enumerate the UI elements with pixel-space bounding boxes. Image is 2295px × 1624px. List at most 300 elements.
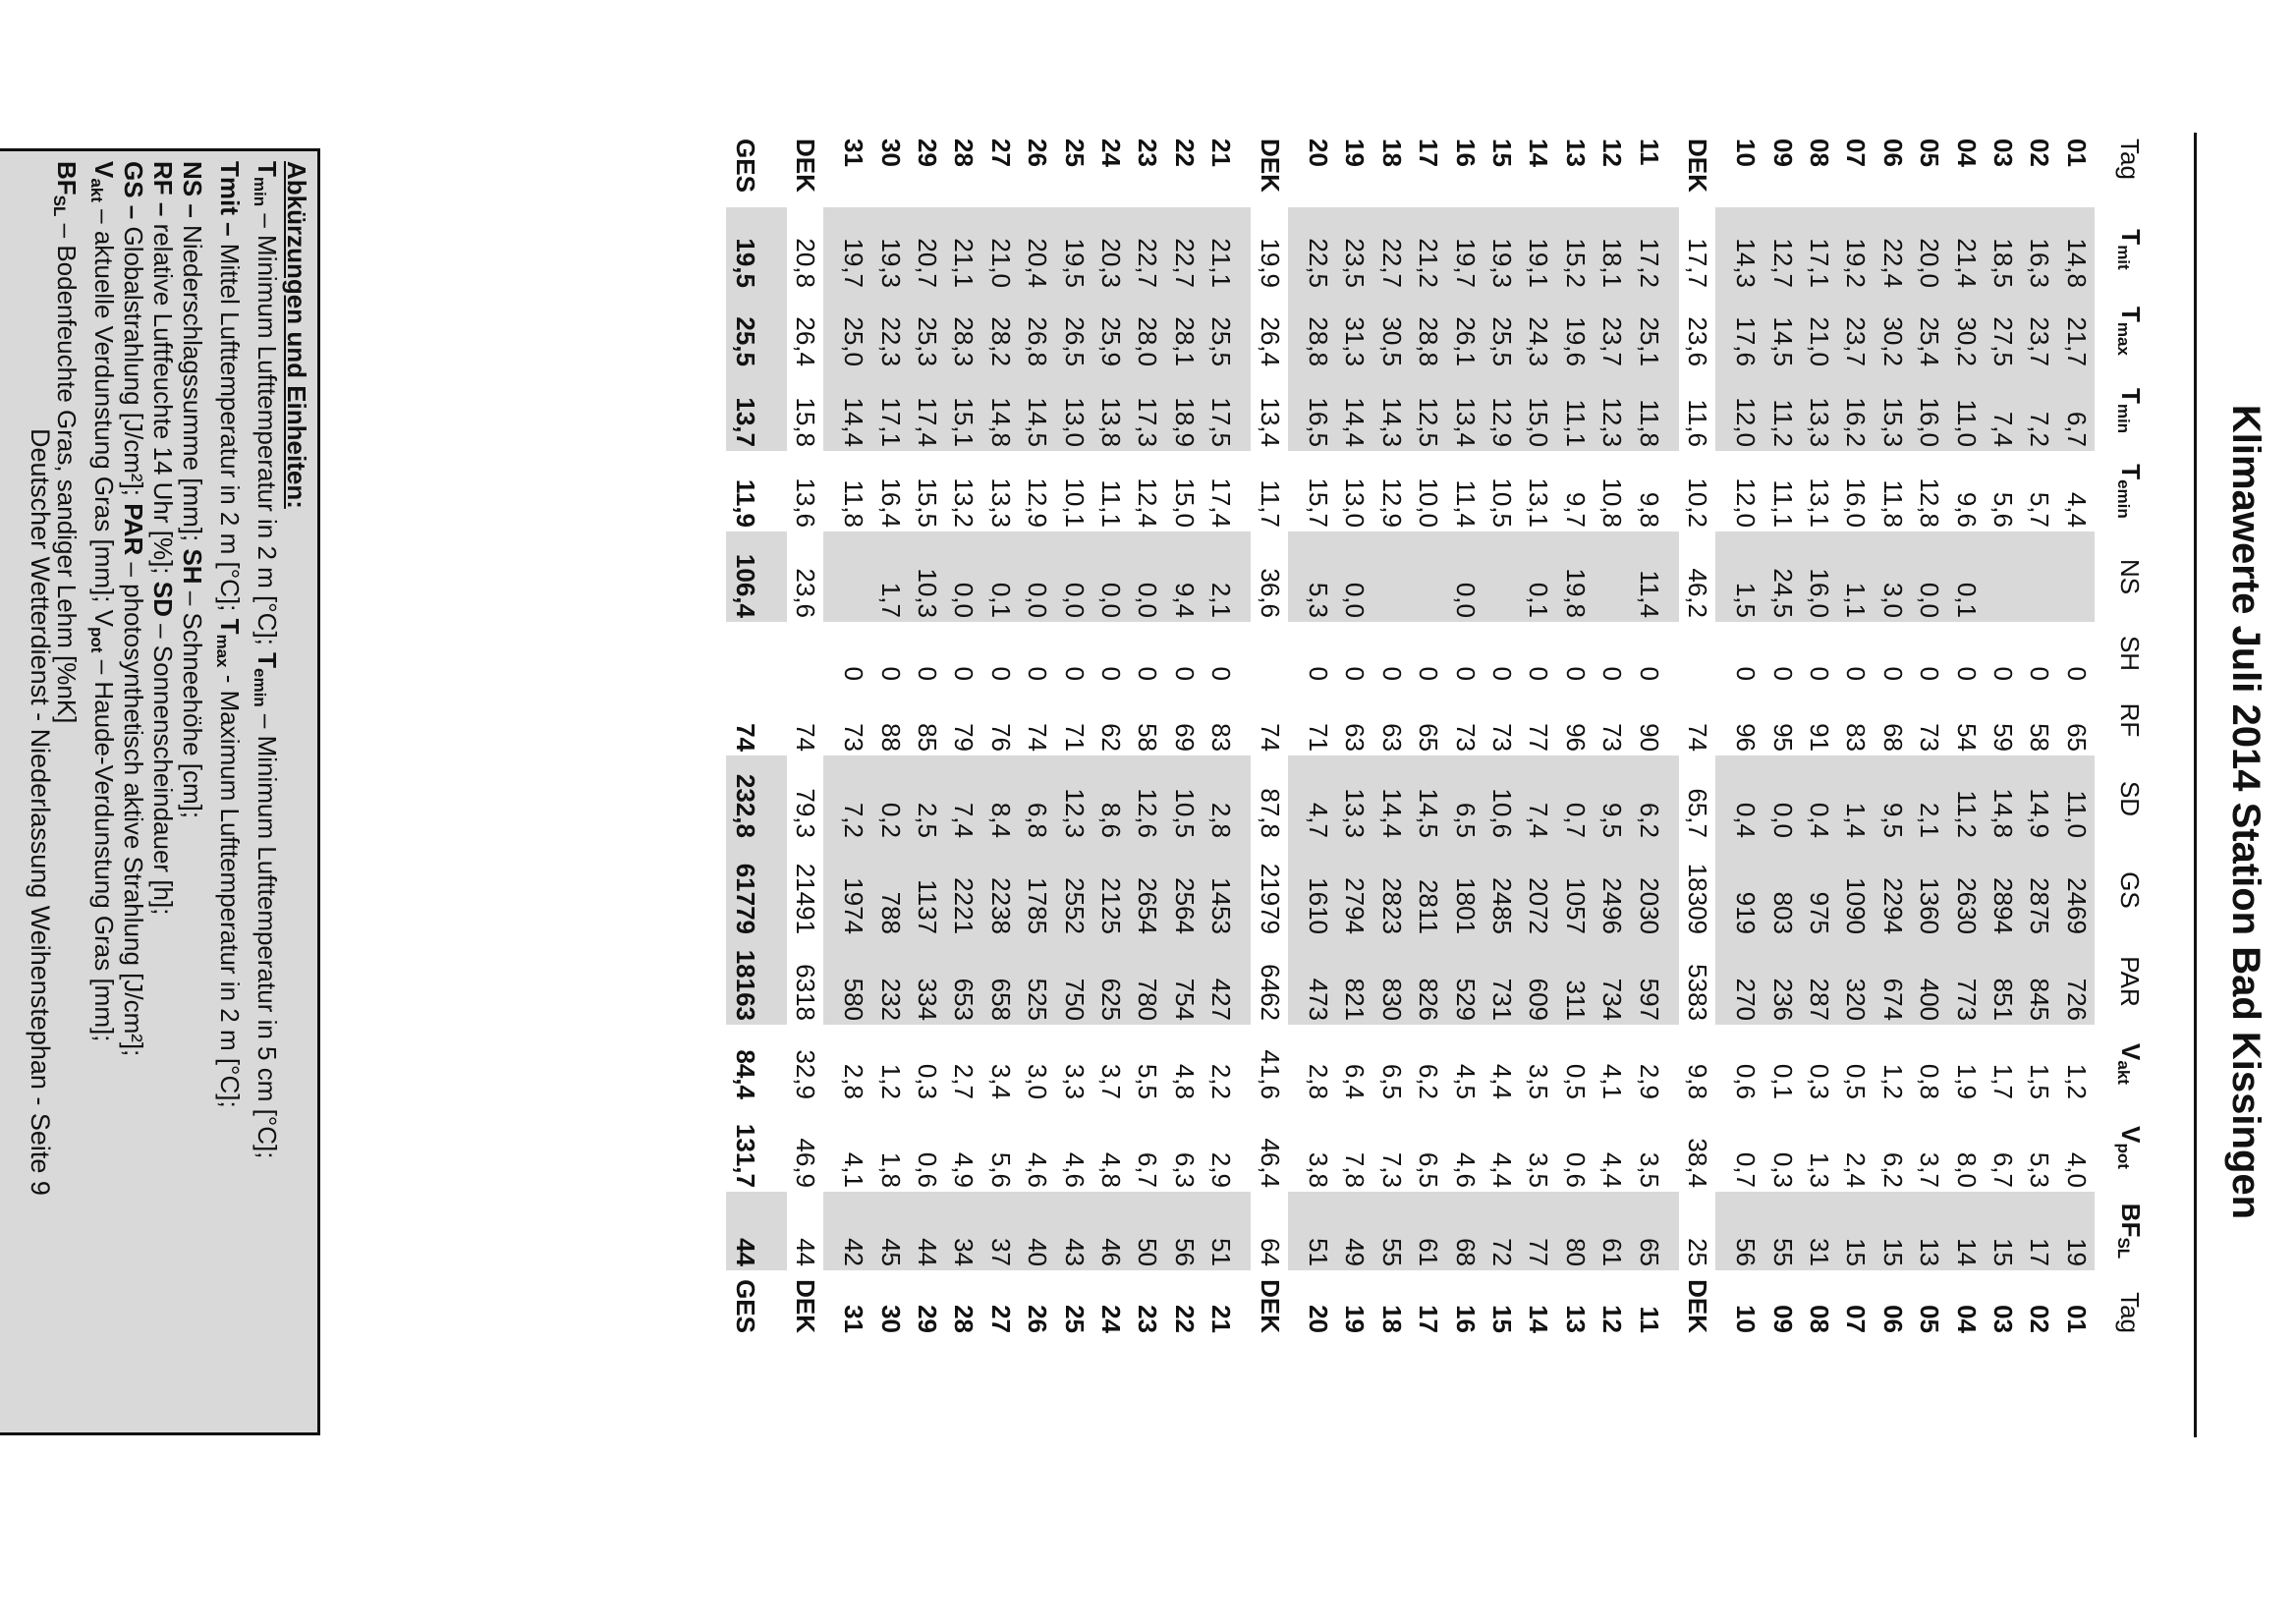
day-label: 26 [1023,139,1053,167]
table-cell: 0,5 [1841,1063,1872,1099]
table-cell: 1,5 [1727,532,1763,622]
spacer-cell [775,1103,787,1192]
table-cell: 4,4 [1597,1151,1628,1188]
day-label: 08 [1805,1305,1835,1333]
table-cell: 16,0 [1841,477,1872,528]
table-cell: 11,1 [1767,479,1798,528]
table-cell: 7,3 [1376,1151,1407,1188]
day-label: DEK [1255,139,1285,193]
spacer-cell [1715,756,1727,842]
table-cell: 74 [1682,723,1712,752]
legend-line-1: $T_{min}$ – Minimum Lufttemperatur in 2 m [°C]; $T_{emin}$ – Minimum Lufttemperatur in 5 cm [°C]; [251,161,282,1159]
table-row [945,133,981,1339]
table-cell: 821 [1336,938,1372,1025]
spacer-cell [763,685,775,756]
table-cell: 0 [1597,666,1628,681]
table-cell: 0 [1524,666,1554,681]
col-vakt: $V_{akt}$ [2114,1043,2147,1085]
day-label: 25 [1059,139,1090,167]
table-row [1985,133,2021,1339]
spacer-cell [823,532,835,622]
table-cell: 21,1 [945,207,981,292]
table-cell: 21,0 [1801,292,1837,370]
day-label: 08 [1805,139,1835,167]
spacer-cell [763,1025,775,1103]
table-cell: 609 [1520,938,1556,1025]
table-cell: 69 [1169,723,1200,752]
table-cell: 1,9 [1951,1063,1982,1099]
table-cell: 71 [1304,723,1333,752]
spacer-cell [763,370,775,451]
table-cell: 1090 [1837,842,1874,938]
table-cell: 2894 [1985,842,2021,938]
table-row [1166,133,1203,1339]
table-cell: 19,1 [1520,207,1556,292]
spacer-cell [775,207,787,292]
table-cell: 11,2 [1947,756,1984,842]
col-vpot: $V_{pot}$ [2114,1126,2147,1169]
table-cell: 23,7 [1837,292,1874,370]
table-cell: 734 [1594,938,1630,1025]
table-cell: 74 [1023,723,1053,752]
table-cell: 1,3 [1805,1151,1835,1188]
table-cell: 15,0 [1169,477,1200,528]
table-cell: 0 [2025,666,2055,681]
table-cell: 87,8 [1255,788,1285,838]
table-cell: 54 [1951,723,1982,752]
spacer-cell [1715,207,1727,292]
decade-row [1679,133,1715,1339]
table-cell: 83 [1841,723,1872,752]
table-cell: 232 [872,938,909,1025]
table-cell: 12,9 [1376,477,1407,528]
table-cell: 25,3 [909,292,945,370]
day-label: 11 [1634,139,1664,166]
table-cell: 31,3 [1336,292,1372,370]
table-row [1410,133,1446,1339]
table-cell: 14,5 [1019,370,1055,451]
table-cell: 0,6 [913,1151,943,1188]
table-cell: 11,8 [1877,479,1908,528]
table-cell: 9,8 [1682,1063,1712,1099]
table-cell: 4,5 [1450,1063,1481,1099]
day-label: 31 [839,139,869,167]
table-cell: 0 [1376,666,1407,681]
table-row [1630,133,1666,1339]
table-cell: 830 [1373,938,1410,1025]
table-cell: 1974 [835,842,871,938]
table-cell: 658 [982,938,1019,1025]
table-cell: 12,8 [1915,477,1945,528]
table-cell: 13,8 [1092,370,1129,451]
day-label: 01 [2061,1305,2092,1333]
table-cell: 9,8 [1634,491,1664,528]
table-row [835,133,871,1339]
table-cell: 56 [1727,1192,1763,1270]
table-cell: 0 [1988,666,2019,681]
table-cell: 6,2 [1877,1151,1908,1188]
table-cell: 0,8 [1915,1063,1945,1099]
table-cell: 0,1 [1520,532,1556,622]
table-cell: 1,4 [1837,756,1874,842]
table-cell: 2794 [1336,842,1372,938]
spacer-cell [775,370,787,451]
spacer-cell [1288,451,1300,532]
table-cell: 18163 [726,938,762,1025]
day-label: 31 [839,1305,869,1333]
table-cell: 16,2 [1837,370,1874,451]
table-cell: 12,9 [1483,370,1520,451]
table-row [1727,133,1763,1339]
table-cell: 44 [909,1192,945,1270]
table-cell: 10,6 [1483,756,1520,842]
table-cell: 0,3 [913,1063,943,1099]
day-label: GES [730,1279,760,1333]
table-cell: 2630 [1947,842,1984,938]
spacer-cell [1667,370,1679,451]
table-cell: 2072 [1520,842,1556,938]
day-label: DEK [790,139,820,193]
spacer-cell [763,207,775,292]
spacer-cell [1288,133,1300,207]
table-cell: 51 [1203,1192,1239,1270]
spacer-cell [1288,685,1300,756]
table-cell: 41,6 [1255,1049,1285,1099]
table-cell: 15,0 [1520,370,1556,451]
table-cell: 13,7 [726,370,762,451]
table-cell: 26,4 [790,316,820,366]
table-cell: 1785 [1019,842,1055,938]
table-cell: 64 [1255,1238,1285,1266]
table-cell: 16,4 [875,477,906,528]
table-cell: 4,4 [1486,1063,1517,1099]
table-cell: 12,3 [1055,756,1092,842]
table-cell: 2552 [1055,842,1092,938]
table-cell: 18,9 [1166,370,1203,451]
day-label: 24 [1096,139,1127,167]
table-cell: 21,0 [982,207,1019,292]
spacer-cell [1715,938,1727,1025]
table-cell: 23,7 [1594,292,1630,370]
table-cell: 65 [1414,723,1444,752]
table-cell: 0 [985,666,1016,681]
table-cell: 1453 [1203,842,1239,938]
table-cell: 0 [1206,666,1237,681]
table-cell: 84,4 [730,1049,760,1099]
table-cell: 0,0 [1019,532,1055,622]
table-cell: 55 [1373,1192,1410,1270]
col-tmit: $T_{mit}$ [2114,229,2147,270]
table-cell: 236 [1763,938,1800,1025]
table-cell: 4,8 [1096,1151,1127,1188]
legend-line-2: Tmit – Mittel Lufttemperatur in 2 m [°C]; $T_{max}$ - Maximum Lufttemperatur in 2 m [°C]; [213,161,245,1108]
spacer-cell [1239,756,1251,842]
table-cell: 40 [1019,1192,1055,1270]
table-cell: 24,5 [1763,532,1800,622]
day-label: DEK [790,1279,820,1333]
spacer-cell [775,1192,787,1270]
table-cell: 1137 [909,842,945,938]
table-cell: 1,7 [872,532,909,622]
table-cell: 17 [2021,1192,2057,1270]
table-cell: 0 [1731,666,1762,681]
col-temin: $T_{emin}$ [2114,464,2147,519]
table-cell: 12,5 [1410,370,1446,451]
table-cell: 0 [1450,666,1481,681]
table-cell: 63 [1340,723,1371,752]
table-cell: 14,3 [1373,370,1410,451]
day-label: 09 [1767,1305,1798,1333]
table-cell: 19,8 [1557,532,1594,622]
table-cell: 6,7 [1133,1151,1163,1188]
table-cell: 26,1 [1446,292,1483,370]
legend-line-5: GS – Globalstrahlung [J/cm²]; PAR – photosynthetisch aktive Strahlung [J/cm²]; [119,161,148,1057]
spacer-cell [763,1103,775,1192]
spacer-cell [775,292,787,370]
table-cell: 232,8 [726,756,762,842]
table-cell: 14,5 [1410,756,1446,842]
spacer-cell [1715,1192,1727,1270]
spacer-cell [823,842,835,938]
day-label: 23 [1133,139,1163,167]
table-cell: 28,2 [982,292,1019,370]
table-cell: 2,1 [1203,532,1239,622]
table-cell: 74 [790,723,820,752]
day-label: 05 [1915,1305,1945,1333]
table-cell: 9,6 [1951,491,1982,528]
table-cell: 6318 [790,964,820,1021]
day-label: 29 [913,139,943,167]
spacer-cell [1667,532,1679,622]
table-cell: 5,6 [1988,491,2019,528]
table-cell: 10,5 [1166,756,1203,842]
table-cell: 2469 [2058,842,2095,938]
table-cell: 270 [1727,938,1763,1025]
spacer-cell [1288,292,1300,370]
table-cell: 18,1 [1594,207,1630,292]
table-cell: 61779 [726,842,762,938]
table-cell: 22,7 [1166,207,1203,292]
day-label: 25 [1059,1305,1090,1333]
table-cell: 15 [1837,1192,1874,1270]
spacer-cell [775,685,787,756]
table-cell: 2654 [1129,842,1165,938]
spacer-cell [775,622,787,685]
table-cell: 14,4 [1336,370,1372,451]
table-cell: 0 [1951,666,1982,681]
table-cell: 16,0 [1911,370,1947,451]
table-cell: 4,6 [1450,1151,1481,1188]
day-label: 23 [1133,1305,1163,1333]
table-cell: 7,4 [1985,370,2021,451]
spacer-cell [775,938,787,1025]
day-label: 05 [1915,139,1945,167]
spacer-cell [775,451,787,532]
table-cell: 2,8 [1304,1063,1333,1099]
day-label: 17 [1414,1305,1444,1333]
table-cell: 15 [1875,1192,1911,1270]
table-cell: 0,0 [1911,532,1947,622]
day-label: 16 [1450,139,1481,167]
table-cell: 20,3 [1092,207,1129,292]
legend-heading: Abkürzungen und Einheiten: [282,161,311,509]
day-label: 06 [1877,1305,1908,1333]
spacer-cell [1715,1025,1727,1103]
table-cell: 18,5 [1985,207,2021,292]
table-row [1557,133,1594,1339]
table-cell: 0 [1634,666,1664,681]
table-cell: 2030 [1630,842,1666,938]
table-row [1092,133,1129,1339]
col-gs: GS [2115,871,2146,909]
table-cell: 2,8 [1203,756,1239,842]
col-par: PAR [2115,956,2146,1007]
table-cell: 74 [1255,723,1285,752]
table-cell: 0 [1841,666,1872,681]
table-cell: 7,2 [2021,370,2057,451]
spacer-cell [823,370,835,451]
spacer-cell [1667,1025,1679,1103]
col-rf: RF [2115,702,2146,738]
table-cell: 0,7 [1557,756,1594,842]
spacer-cell [823,756,835,842]
table-cell: 38,4 [1682,1138,1712,1188]
table-cell: 13,3 [1336,756,1372,842]
table-cell: 12,4 [1133,477,1163,528]
table-cell: 74 [730,723,760,752]
table-cell: 19,6 [1557,292,1594,370]
table-cell: 0 [1133,666,1163,681]
table-cell: 1,1 [1837,532,1874,622]
table-row [1520,133,1556,1339]
table-cell: 2,5 [909,756,945,842]
table-cell: 11,9 [730,478,760,528]
total-row [726,133,762,1339]
table-cell: 13 [1911,1192,1947,1270]
table-cell: 79,3 [790,788,820,838]
table-cell: 11,2 [1763,370,1800,451]
table-cell: 0,7 [1731,1151,1762,1188]
table-cell: 20,8 [790,238,820,288]
spacer-cell [1239,292,1251,370]
row-spacer [1715,133,1727,1339]
spacer-cell [1288,842,1300,938]
table-cell: 14 [1947,1192,1984,1270]
table-row [909,133,945,1339]
table-row [1483,133,1520,1339]
table-cell: 851 [1985,938,2021,1025]
spacer-cell [1667,685,1679,756]
table-cell: 68 [1446,1192,1483,1270]
table-cell: 2238 [982,842,1019,938]
row-spacer [823,133,835,1339]
table-cell: 22,5 [1300,207,1336,292]
table-cell: 17,3 [1129,370,1165,451]
table-cell: 2811 [1410,842,1446,938]
day-label: 09 [1767,139,1798,167]
table-cell: 26,8 [1019,292,1055,370]
spacer-cell [1288,1103,1300,1192]
table-cell: 3,5 [1634,1151,1664,1188]
day-label: 22 [1169,1305,1200,1333]
table-cell: 49 [1336,1192,1372,1270]
spacer-cell [1715,685,1727,756]
table-cell: 0,3 [1767,1151,1798,1188]
table-cell: 2485 [1483,842,1520,938]
table-cell: 334 [909,938,945,1025]
table-cell: 1,8 [875,1151,906,1188]
table-cell: 44 [726,1192,762,1270]
table-cell: 14,9 [2021,756,2057,842]
spacer-cell [1288,1025,1300,1103]
table-cell: 46,9 [790,1138,820,1188]
table-cell: 4,1 [839,1151,869,1188]
table-cell: 0,0 [1763,756,1800,842]
table-cell: 6,7 [2058,370,2095,451]
spacer-cell [1239,370,1251,451]
table-row [1055,133,1092,1339]
table-cell: 2,4 [1841,1151,1872,1188]
spacer-cell [775,756,787,842]
table-cell: 23,5 [1336,207,1372,292]
table-cell: 0,4 [1801,756,1837,842]
table-row [982,133,1019,1339]
table-cell: 2823 [1373,842,1410,938]
spacer-cell [1239,685,1251,756]
table-cell: 0 [1304,666,1333,681]
spacer-cell [1239,207,1251,292]
row-spacer [1288,133,1300,1339]
table-cell: 77 [1520,1192,1556,1270]
table-cell: 6462 [1255,964,1285,1021]
table-cell: 34 [945,1192,981,1270]
legend-line-6: $V_{akt}$ – aktuelle Verdunstung Gras [mm]; $V_{pot}$ – Haude-Verdunstung Gras [mm]; [87,161,119,1042]
spacer-cell [1239,1192,1251,1270]
day-label: 15 [1486,1305,1517,1333]
table-cell: 15,1 [945,370,981,451]
table-cell [1410,532,1446,622]
spacer-cell [775,1025,787,1103]
table-row [1300,133,1336,1339]
day-label: 30 [875,1305,906,1333]
table-cell: 62 [1096,723,1127,752]
spacer-cell [1288,938,1300,1025]
table-cell: 0 [1767,666,1798,681]
legend-line-4: RF – relative Luftfeuchte 14 Uhr [%]; SD – Sonnenscheindauer [h]; [148,161,178,916]
table-row [1446,133,1483,1339]
table-cell: 5,5 [1133,1063,1163,1099]
table-cell: 975 [1801,842,1837,938]
table-row [1336,133,1372,1339]
table-cell: 13,1 [1805,477,1835,528]
table-cell: 15,5 [913,477,943,528]
table-cell: 1,2 [875,1063,906,1099]
table-cell: 2,1 [1911,756,1947,842]
table-cell: 14,8 [1985,756,2021,842]
day-label: 03 [1988,139,2019,167]
table-cell: 803 [1763,842,1800,938]
table-cell: 13,4 [1255,397,1285,447]
day-label: DEK [1255,1279,1285,1333]
table-cell: 18309 [1682,863,1712,934]
table-cell: 473 [1300,938,1336,1025]
day-label: 27 [985,1305,1016,1333]
spacer-cell [1239,1270,1251,1339]
table-cell: 21979 [1255,863,1285,934]
table-cell: 15,8 [790,397,820,447]
spacer-cell [823,207,835,292]
spacer-cell [775,133,787,207]
